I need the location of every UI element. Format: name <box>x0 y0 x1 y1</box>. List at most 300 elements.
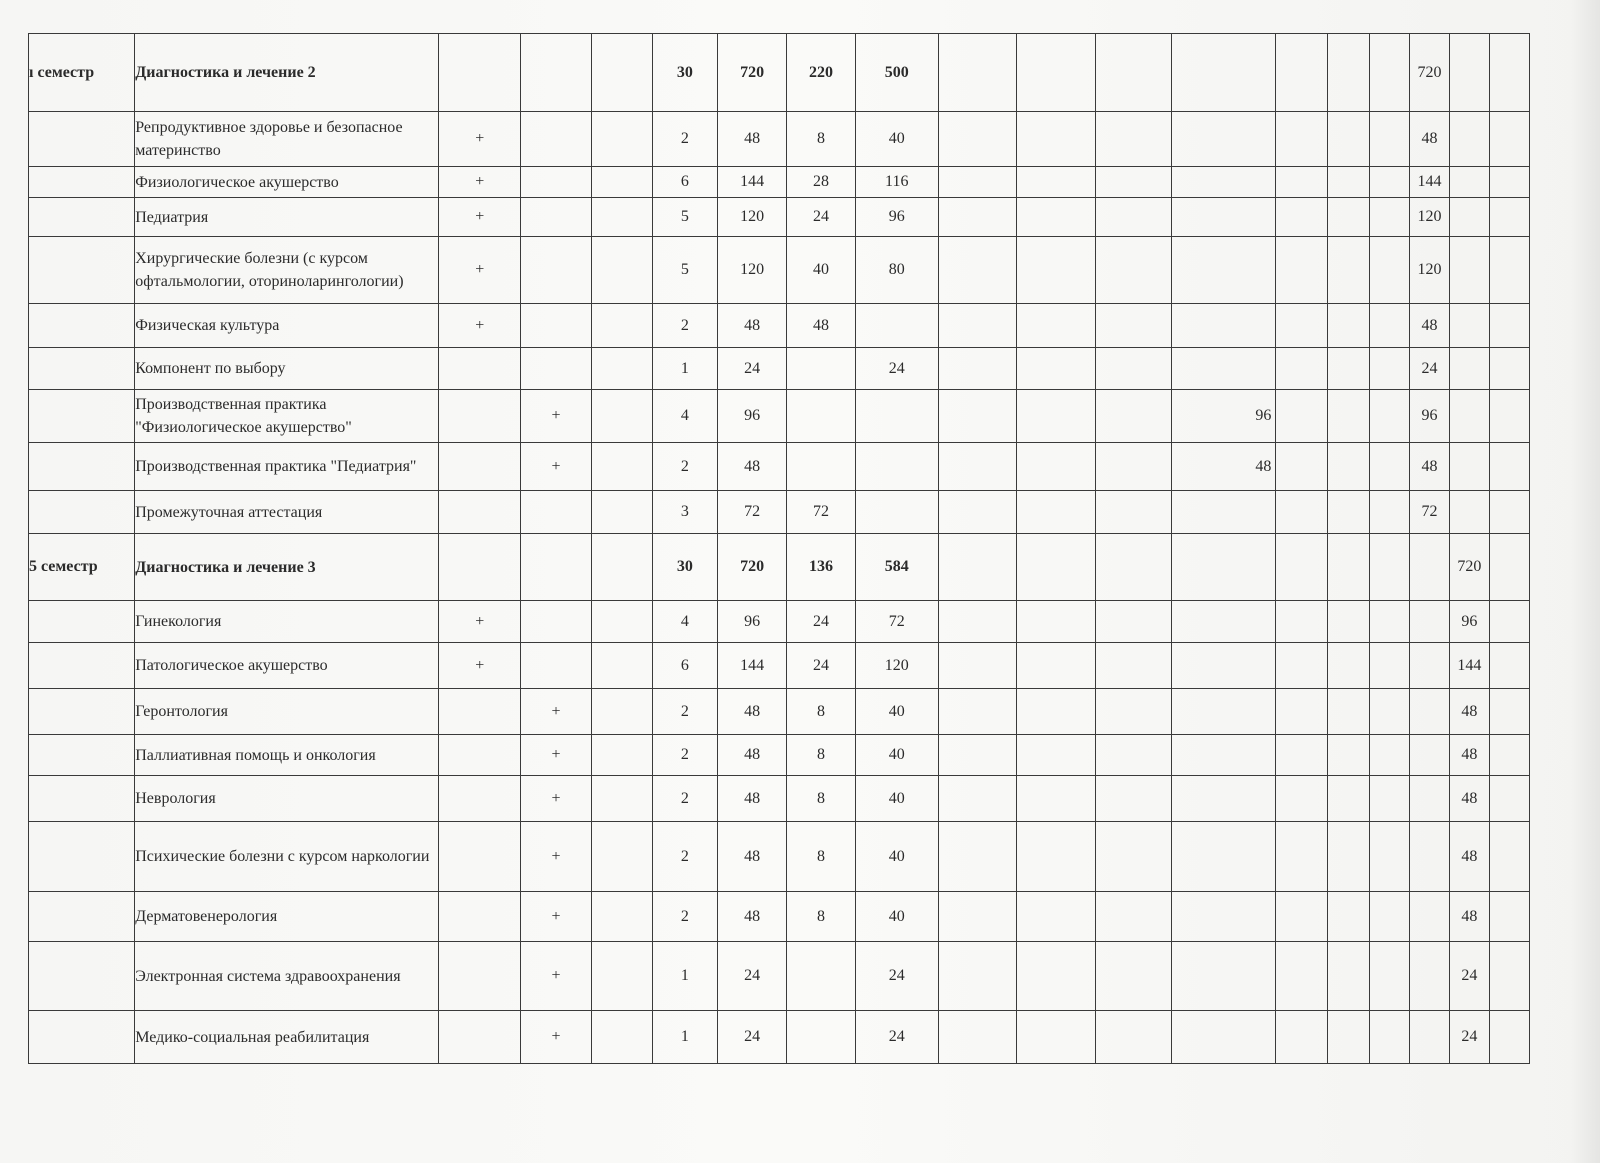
empty-cell <box>1370 112 1410 167</box>
empty-cell <box>1370 689 1410 735</box>
practice-hours-cell <box>855 390 938 443</box>
empty-cell <box>1276 822 1328 892</box>
semester-5-total-cell <box>1449 390 1489 443</box>
empty-cell <box>1370 822 1410 892</box>
empty-cell <box>1276 167 1328 198</box>
empty-cell <box>1095 942 1172 1011</box>
semester-cell <box>29 892 135 942</box>
discipline-row <box>29 443 1530 491</box>
internship-hours-cell <box>1172 735 1276 776</box>
semester-cell <box>29 689 135 735</box>
semester-5-total-cell: 48 <box>1449 822 1489 892</box>
semester-4-total-cell: 120 <box>1409 237 1449 304</box>
semester-5-total-cell: 24 <box>1449 1011 1489 1064</box>
empty-cell <box>1095 776 1172 822</box>
practice-hours-cell <box>855 443 938 491</box>
semester-5-total-cell <box>1449 348 1489 390</box>
empty-cell <box>1016 167 1095 198</box>
credit-mark <box>521 643 591 689</box>
empty-cell <box>591 491 652 534</box>
discipline-row <box>29 1011 1530 1064</box>
semester-4-total-cell <box>1409 643 1449 689</box>
empty-cell <box>1016 892 1095 942</box>
theory-hours-cell: 220 <box>787 34 855 112</box>
curriculum-table-body <box>29 34 1530 1064</box>
theory-hours-cell: 8 <box>787 892 855 942</box>
discipline-name: Паллиативная помощь и онкология <box>135 735 439 776</box>
empty-cell <box>1489 601 1529 643</box>
empty-cell <box>591 601 652 643</box>
empty-cell <box>591 348 652 390</box>
empty-cell <box>1489 237 1529 304</box>
empty-cell <box>938 491 1016 534</box>
internship-hours-cell <box>1172 112 1276 167</box>
empty-cell <box>1016 390 1095 443</box>
semester-4-total-cell: 144 <box>1409 167 1449 198</box>
exam-mark <box>439 390 521 443</box>
empty-cell <box>1016 689 1095 735</box>
credit-mark <box>521 534 591 601</box>
discipline-name: Психические болезни с курсом наркологии <box>135 822 439 892</box>
empty-cell <box>591 643 652 689</box>
empty-cell <box>1016 198 1095 237</box>
empty-cell <box>1016 822 1095 892</box>
credits-cell: 5 <box>652 237 717 304</box>
empty-cell <box>1276 348 1328 390</box>
empty-cell <box>1370 198 1410 237</box>
empty-cell <box>591 735 652 776</box>
empty-cell <box>1489 34 1529 112</box>
theory-hours-cell: 8 <box>787 112 855 167</box>
practice-hours-cell: 116 <box>855 167 938 198</box>
empty-cell <box>1489 892 1529 942</box>
discipline-name: Электронная система здравоохранения <box>135 942 439 1011</box>
discipline-name: Медико-социальная реабилитация <box>135 1011 439 1064</box>
theory-hours-cell: 72 <box>787 491 855 534</box>
empty-cell <box>1327 390 1369 443</box>
practice-hours-cell: 120 <box>855 643 938 689</box>
discipline-row <box>29 892 1530 942</box>
practice-hours-cell <box>855 491 938 534</box>
empty-cell <box>1276 491 1328 534</box>
total-hours-cell: 144 <box>717 643 786 689</box>
credit-mark <box>521 167 591 198</box>
exam-mark <box>439 1011 521 1064</box>
theory-hours-cell <box>787 390 855 443</box>
empty-cell <box>1016 348 1095 390</box>
discipline-name: Производственная практика "Педиатрия" <box>135 443 439 491</box>
empty-cell <box>938 534 1016 601</box>
semester-5-total-cell <box>1449 198 1489 237</box>
empty-cell <box>1489 822 1529 892</box>
practice-hours-cell: 40 <box>855 735 938 776</box>
empty-cell <box>1370 776 1410 822</box>
discipline-name: Патологическое акушерство <box>135 643 439 689</box>
discipline-row <box>29 601 1530 643</box>
exam-mark <box>439 491 521 534</box>
theory-hours-cell: 136 <box>787 534 855 601</box>
empty-cell <box>1489 304 1529 348</box>
credit-mark <box>521 112 591 167</box>
empty-cell <box>1489 735 1529 776</box>
empty-cell <box>1095 34 1172 112</box>
discipline-row <box>29 491 1530 534</box>
empty-cell <box>591 534 652 601</box>
internship-hours-cell: 96 <box>1172 390 1276 443</box>
empty-cell <box>1489 689 1529 735</box>
empty-cell <box>1276 643 1328 689</box>
empty-cell <box>1370 34 1410 112</box>
empty-cell <box>1095 534 1172 601</box>
theory-hours-cell: 8 <box>787 735 855 776</box>
empty-cell <box>1016 443 1095 491</box>
empty-cell <box>938 167 1016 198</box>
empty-cell <box>1276 534 1328 601</box>
empty-cell <box>1370 1011 1410 1064</box>
discipline-name: Педиатрия <box>135 198 439 237</box>
exam-mark <box>439 689 521 735</box>
empty-cell <box>938 304 1016 348</box>
empty-cell <box>1276 1011 1328 1064</box>
discipline-name: Физиологическое акушерство <box>135 167 439 198</box>
empty-cell <box>1327 942 1369 1011</box>
total-hours-cell: 24 <box>717 348 786 390</box>
total-hours-cell: 72 <box>717 491 786 534</box>
exam-mark: + <box>439 198 521 237</box>
empty-cell <box>591 776 652 822</box>
semester-cell <box>29 601 135 643</box>
theory-hours-cell <box>787 1011 855 1064</box>
theory-hours-cell <box>787 942 855 1011</box>
empty-cell <box>1327 776 1369 822</box>
empty-cell <box>1276 601 1328 643</box>
empty-cell <box>1327 735 1369 776</box>
empty-cell <box>1370 348 1410 390</box>
semester-cell <box>29 776 135 822</box>
empty-cell <box>1489 1011 1529 1064</box>
semester-cell: 5 семестр <box>29 534 135 601</box>
empty-cell <box>938 112 1016 167</box>
semester-5-total-cell: 48 <box>1449 689 1489 735</box>
credit-mark <box>521 491 591 534</box>
credits-cell: 4 <box>652 601 717 643</box>
curriculum-table <box>28 33 1530 1064</box>
practice-hours-cell <box>855 304 938 348</box>
empty-cell <box>591 942 652 1011</box>
total-hours-cell: 48 <box>717 735 786 776</box>
total-hours-cell: 48 <box>717 443 786 491</box>
semester-cell: ı семестр <box>29 34 135 112</box>
internship-hours-cell <box>1172 34 1276 112</box>
semester-cell <box>29 237 135 304</box>
semester-5-total-cell: 144 <box>1449 643 1489 689</box>
empty-cell <box>1327 112 1369 167</box>
empty-cell <box>1095 643 1172 689</box>
total-hours-cell: 48 <box>717 776 786 822</box>
total-hours-cell: 96 <box>717 390 786 443</box>
empty-cell <box>1489 167 1529 198</box>
empty-cell <box>1489 776 1529 822</box>
empty-cell <box>1489 643 1529 689</box>
practice-hours-cell: 584 <box>855 534 938 601</box>
total-hours-cell: 144 <box>717 167 786 198</box>
empty-cell <box>1016 34 1095 112</box>
semester-4-total-cell <box>1409 942 1449 1011</box>
empty-cell <box>1489 942 1529 1011</box>
credits-cell: 2 <box>652 776 717 822</box>
total-hours-cell: 48 <box>717 822 786 892</box>
discipline-name: Геронтология <box>135 689 439 735</box>
practice-hours-cell: 40 <box>855 112 938 167</box>
internship-hours-cell <box>1172 643 1276 689</box>
exam-mark: + <box>439 112 521 167</box>
total-hours-cell: 48 <box>717 892 786 942</box>
empty-cell <box>1327 167 1369 198</box>
empty-cell <box>938 892 1016 942</box>
total-hours-cell: 720 <box>717 34 786 112</box>
exam-mark <box>439 348 521 390</box>
semester-cell <box>29 198 135 237</box>
discipline-name: Дерматовенерология <box>135 892 439 942</box>
exam-mark: + <box>439 601 521 643</box>
empty-cell <box>1327 534 1369 601</box>
semester-5-total-cell: 96 <box>1449 601 1489 643</box>
practice-hours-cell: 96 <box>855 198 938 237</box>
internship-hours-cell <box>1172 534 1276 601</box>
internship-hours-cell: 48 <box>1172 443 1276 491</box>
empty-cell <box>591 689 652 735</box>
internship-hours-cell <box>1172 348 1276 390</box>
empty-cell <box>938 822 1016 892</box>
discipline-name: Гинекология <box>135 601 439 643</box>
empty-cell <box>1095 892 1172 942</box>
semester-4-total-cell: 48 <box>1409 443 1449 491</box>
semester-cell <box>29 390 135 443</box>
semester-4-total-cell: 48 <box>1409 304 1449 348</box>
empty-cell <box>591 390 652 443</box>
credit-mark: + <box>521 1011 591 1064</box>
empty-cell <box>1489 348 1529 390</box>
semester-4-total-cell: 72 <box>1409 491 1449 534</box>
empty-cell <box>1276 942 1328 1011</box>
credit-mark <box>521 601 591 643</box>
empty-cell <box>1327 237 1369 304</box>
empty-cell <box>591 443 652 491</box>
semester-5-total-cell: 48 <box>1449 776 1489 822</box>
theory-hours-cell: 24 <box>787 601 855 643</box>
empty-cell <box>1095 348 1172 390</box>
exam-mark <box>439 534 521 601</box>
internship-hours-cell <box>1172 1011 1276 1064</box>
semester-4-total-cell: 24 <box>1409 348 1449 390</box>
semester-4-total-cell <box>1409 601 1449 643</box>
empty-cell <box>1276 237 1328 304</box>
empty-cell <box>1016 942 1095 1011</box>
practice-hours-cell: 500 <box>855 34 938 112</box>
semester-4-total-cell <box>1409 689 1449 735</box>
internship-hours-cell <box>1172 776 1276 822</box>
empty-cell <box>1327 689 1369 735</box>
credits-cell: 1 <box>652 348 717 390</box>
empty-cell <box>938 643 1016 689</box>
exam-mark <box>439 443 521 491</box>
empty-cell <box>1370 942 1410 1011</box>
semester-4-total-cell: 48 <box>1409 112 1449 167</box>
credits-cell: 2 <box>652 304 717 348</box>
empty-cell <box>1489 390 1529 443</box>
discipline-name: Производственная практика "Физиологическое акушерство" <box>135 390 439 443</box>
semester-5-total-cell: 48 <box>1449 735 1489 776</box>
credits-cell: 6 <box>652 167 717 198</box>
semester-4-total-cell <box>1409 892 1449 942</box>
credit-mark: + <box>521 390 591 443</box>
exam-mark: + <box>439 304 521 348</box>
empty-cell <box>1276 198 1328 237</box>
empty-cell <box>1370 237 1410 304</box>
discipline-name: Диагностика и лечение 3 <box>135 534 439 601</box>
empty-cell <box>938 348 1016 390</box>
discipline-row <box>29 735 1530 776</box>
credit-mark: + <box>521 443 591 491</box>
empty-cell <box>1276 112 1328 167</box>
empty-cell <box>938 198 1016 237</box>
internship-hours-cell <box>1172 167 1276 198</box>
semester-cell <box>29 942 135 1011</box>
empty-cell <box>1095 1011 1172 1064</box>
internship-hours-cell <box>1172 304 1276 348</box>
theory-hours-cell: 8 <box>787 689 855 735</box>
empty-cell <box>1370 390 1410 443</box>
discipline-row <box>29 942 1530 1011</box>
empty-cell <box>1016 304 1095 348</box>
credits-cell: 2 <box>652 892 717 942</box>
empty-cell <box>591 892 652 942</box>
practice-hours-cell: 40 <box>855 892 938 942</box>
exam-mark <box>439 892 521 942</box>
empty-cell <box>1327 601 1369 643</box>
theory-hours-cell: 8 <box>787 822 855 892</box>
empty-cell <box>1095 443 1172 491</box>
semester-5-total-cell <box>1449 304 1489 348</box>
module-row <box>29 534 1530 601</box>
empty-cell <box>1370 735 1410 776</box>
internship-hours-cell <box>1172 491 1276 534</box>
exam-mark: + <box>439 237 521 304</box>
empty-cell <box>1016 1011 1095 1064</box>
discipline-row <box>29 776 1530 822</box>
empty-cell <box>1016 735 1095 776</box>
internship-hours-cell <box>1172 601 1276 643</box>
credits-cell: 3 <box>652 491 717 534</box>
empty-cell <box>938 34 1016 112</box>
practice-hours-cell: 40 <box>855 776 938 822</box>
empty-cell <box>1327 1011 1369 1064</box>
empty-cell <box>1370 443 1410 491</box>
credits-cell: 4 <box>652 390 717 443</box>
semester-5-total-cell <box>1449 34 1489 112</box>
empty-cell <box>1489 443 1529 491</box>
exam-mark <box>439 822 521 892</box>
theory-hours-cell: 24 <box>787 198 855 237</box>
semester-cell <box>29 348 135 390</box>
empty-cell <box>1276 689 1328 735</box>
theory-hours-cell: 48 <box>787 304 855 348</box>
empty-cell <box>1370 491 1410 534</box>
semester-cell <box>29 643 135 689</box>
empty-cell <box>591 237 652 304</box>
empty-cell <box>1095 237 1172 304</box>
empty-cell <box>1327 348 1369 390</box>
internship-hours-cell <box>1172 689 1276 735</box>
theory-hours-cell: 8 <box>787 776 855 822</box>
semester-5-total-cell <box>1449 167 1489 198</box>
credits-cell: 30 <box>652 34 717 112</box>
empty-cell <box>1327 643 1369 689</box>
semester-5-total-cell <box>1449 112 1489 167</box>
empty-cell <box>1327 892 1369 942</box>
practice-hours-cell: 80 <box>855 237 938 304</box>
semester-cell <box>29 443 135 491</box>
semester-cell <box>29 735 135 776</box>
semester-4-total-cell: 120 <box>1409 198 1449 237</box>
discipline-name: Неврология <box>135 776 439 822</box>
discipline-row <box>29 112 1530 167</box>
credits-cell: 30 <box>652 534 717 601</box>
empty-cell <box>1276 892 1328 942</box>
practice-hours-cell: 24 <box>855 348 938 390</box>
credit-mark <box>521 237 591 304</box>
credits-cell: 2 <box>652 112 717 167</box>
empty-cell <box>1016 491 1095 534</box>
empty-cell <box>1276 34 1328 112</box>
empty-cell <box>1370 167 1410 198</box>
internship-hours-cell <box>1172 942 1276 1011</box>
total-hours-cell: 24 <box>717 942 786 1011</box>
internship-hours-cell <box>1172 822 1276 892</box>
credit-mark: + <box>521 776 591 822</box>
semester-5-total-cell: 24 <box>1449 942 1489 1011</box>
empty-cell <box>591 822 652 892</box>
discipline-row <box>29 304 1530 348</box>
semester-5-total-cell: 48 <box>1449 892 1489 942</box>
semester-5-total-cell <box>1449 237 1489 304</box>
empty-cell <box>1095 735 1172 776</box>
empty-cell <box>938 776 1016 822</box>
exam-mark <box>439 942 521 1011</box>
credits-cell: 1 <box>652 942 717 1011</box>
semester-cell <box>29 112 135 167</box>
empty-cell <box>1016 601 1095 643</box>
exam-mark <box>439 776 521 822</box>
semester-cell <box>29 167 135 198</box>
credit-mark <box>521 348 591 390</box>
credits-cell: 2 <box>652 443 717 491</box>
empty-cell <box>1276 390 1328 443</box>
empty-cell <box>1016 534 1095 601</box>
empty-cell <box>1489 198 1529 237</box>
empty-cell <box>938 1011 1016 1064</box>
discipline-row <box>29 198 1530 237</box>
empty-cell <box>1016 643 1095 689</box>
empty-cell <box>1095 198 1172 237</box>
practice-hours-cell: 24 <box>855 942 938 1011</box>
credits-cell: 1 <box>652 1011 717 1064</box>
total-hours-cell: 720 <box>717 534 786 601</box>
empty-cell <box>938 942 1016 1011</box>
discipline-row <box>29 167 1530 198</box>
empty-cell <box>1095 689 1172 735</box>
semester-cell <box>29 822 135 892</box>
